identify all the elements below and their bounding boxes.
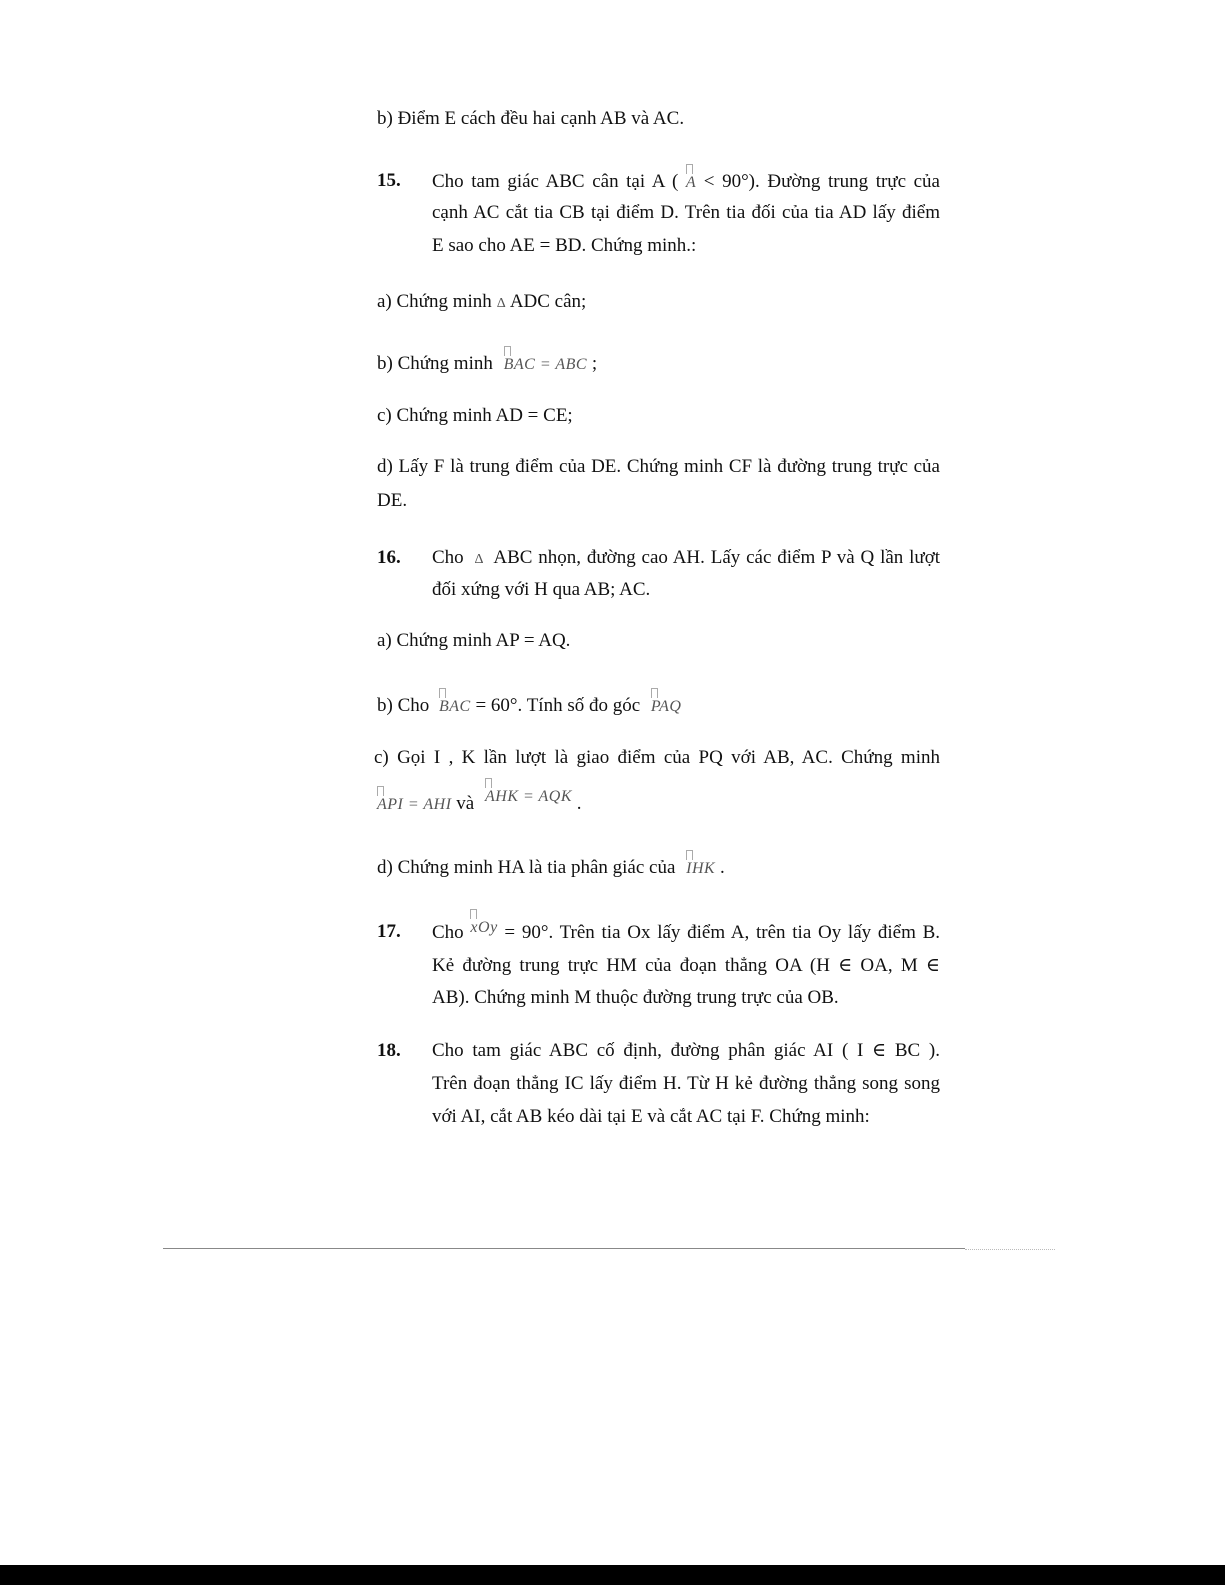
- angle-math: BAC: [439, 694, 471, 718]
- problem-number: 18.: [377, 1040, 401, 1061]
- text: d) Chứng minh HA là tia phân giác của: [377, 857, 676, 878]
- text: ADC cân;: [509, 291, 587, 312]
- text: .: [576, 793, 582, 814]
- angle-math: IHK: [686, 856, 715, 880]
- triangle-symbol: Δ: [496, 296, 506, 311]
- problem-number: 17.: [377, 921, 401, 942]
- problem-number: 16.: [377, 547, 401, 568]
- angle-equation: API = AHI: [377, 792, 452, 816]
- text: b) Cho: [377, 695, 430, 716]
- question-a: a) Chứng minh AP = AQ.: [377, 630, 571, 651]
- text: = 90°. Trên tia Ox lấy điểm A, trên tia Oy lấy điểm B.: [504, 922, 941, 943]
- triangle-symbol: Δ: [474, 552, 484, 567]
- footer-divider-tail: [965, 1249, 1055, 1250]
- problem-16-line-1: [432, 547, 940, 571]
- text: Cho: [432, 547, 464, 568]
- angle-math: PAQ: [651, 694, 682, 718]
- text: a) Chứng minh: [377, 291, 492, 312]
- text: ABC nhọn, đường cao AH. Lấy các điểm P và Q lần lượt: [493, 547, 941, 568]
- problem-18-line-2: Trên đoạn thẳng IC lấy điểm H. Từ H kẻ đường thẳng song song: [432, 1073, 940, 1094]
- problem-15-line-2: cạnh AC cắt tia CB tại điểm D. Trên tia đối của tia AD lấy điểm: [432, 202, 940, 223]
- text: b) Chứng minh: [377, 353, 493, 374]
- question-b: [377, 694, 681, 718]
- footer-divider: [163, 1248, 965, 1249]
- problem-15-line-1: [432, 170, 940, 194]
- question-c: c) Chứng minh AD = CE;: [377, 405, 573, 426]
- angle-equation: BAC = ABC: [504, 352, 587, 376]
- question-d: [377, 856, 725, 880]
- problem-16-line-2: đối xứng với H qua AB; AC.: [432, 579, 651, 600]
- scan-border: [0, 1565, 1225, 1585]
- text: và: [456, 793, 475, 814]
- angle-math: xOy: [470, 915, 497, 939]
- text: .: [719, 857, 725, 878]
- text: Cho: [432, 922, 464, 943]
- problem-18-line-3: với AI, cắt AB kéo dài tại E và cắt AC tại F. Chứng minh:: [432, 1106, 870, 1127]
- text: < 90°). Đường trung trực của: [703, 171, 940, 192]
- text: = 60°. Tính số đo góc: [475, 695, 641, 716]
- question-a: [377, 291, 586, 315]
- question-d-line-1: d) Lấy F là trung điểm của DE. Chứng minh CF là đường trung trực của: [377, 456, 940, 477]
- problem-17-line-2: Kẻ đường trung trực HM của đoạn thẳng OA (H ∈ OA, M ∈: [432, 955, 940, 976]
- problem-15-line-3: E sao cho AE = BD. Chứng minh.:: [432, 235, 697, 256]
- text: Cho tam giác ABC cân tại A (: [432, 171, 679, 192]
- angle-symbol: A: [686, 170, 696, 194]
- problem-17-line-3: AB). Chứng minh M thuộc đường trung trực của OB.: [432, 987, 839, 1008]
- text-line: b) Điểm E cách đều hai cạnh AB và AC.: [377, 108, 685, 129]
- problem-17-line-1: [432, 921, 940, 945]
- question-c-line-1: c) Gọi I , K lần lượt là giao điểm của PQ với AB, AC. Chứng minh: [374, 747, 940, 768]
- text: ;: [591, 353, 598, 374]
- problem-18-line-1: Cho tam giác ABC cố định, đường phân giác AI ( I ∈ BC ).: [432, 1040, 940, 1061]
- question-c-line-2: [377, 788, 582, 816]
- question-d-line-2: DE.: [377, 490, 408, 511]
- question-b: [377, 352, 597, 376]
- angle-equation: AHK = AQK: [485, 784, 572, 808]
- problem-number: 15.: [377, 170, 401, 191]
